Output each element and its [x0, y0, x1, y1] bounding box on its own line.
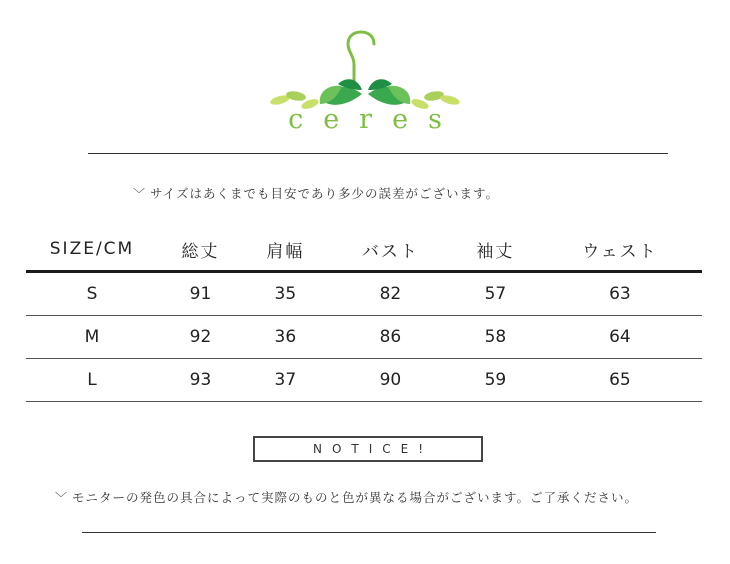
col-header-size: SIZE/CM	[26, 228, 158, 272]
chevron-down-icon: ﹀	[133, 187, 147, 201]
size-disclaimer-text: サイズはあくまでも目安であり多少の誤差がございます。	[150, 186, 500, 201]
notice-box: NOTICE!	[253, 436, 483, 462]
col-header-length: 総丈	[158, 228, 243, 272]
table-cell: L	[26, 359, 158, 402]
size-disclaimer	[133, 184, 499, 202]
chevron-down-icon: ﹀	[55, 491, 69, 505]
color-disclaimer-text: モニターの発色の具合によって実際のものと色が異なる場合がございます。ご了承ください。	[72, 490, 639, 505]
table-cell: 57	[453, 272, 538, 316]
table-cell: 92	[158, 316, 243, 359]
table-row	[26, 272, 702, 316]
table-cell: 90	[328, 359, 453, 402]
table-cell: 37	[243, 359, 328, 402]
brand-name: ceres	[288, 104, 462, 135]
col-header-shoulder: 肩幅	[243, 228, 328, 272]
table-row	[26, 359, 702, 402]
bottom-divider	[82, 532, 656, 533]
table-header-row	[26, 228, 702, 272]
table-cell: 86	[328, 316, 453, 359]
color-disclaimer	[55, 488, 638, 506]
table-cell: 59	[453, 359, 538, 402]
table-cell: 36	[243, 316, 328, 359]
table-cell: S	[26, 272, 158, 316]
table-cell: 63	[538, 272, 702, 316]
table-cell: 82	[328, 272, 453, 316]
table-cell: 64	[538, 316, 702, 359]
table-cell: 35	[243, 272, 328, 316]
table-cell: 91	[158, 272, 243, 316]
table-cell: 65	[538, 359, 702, 402]
size-table	[26, 228, 702, 402]
col-header-waist: ウェスト	[538, 228, 702, 272]
table-cell: 93	[158, 359, 243, 402]
table-cell: 58	[453, 316, 538, 359]
top-divider	[88, 153, 668, 154]
col-header-sleeve: 袖丈	[453, 228, 538, 272]
col-header-bust: バスト	[328, 228, 453, 272]
table-cell: M	[26, 316, 158, 359]
table-row	[26, 316, 702, 359]
